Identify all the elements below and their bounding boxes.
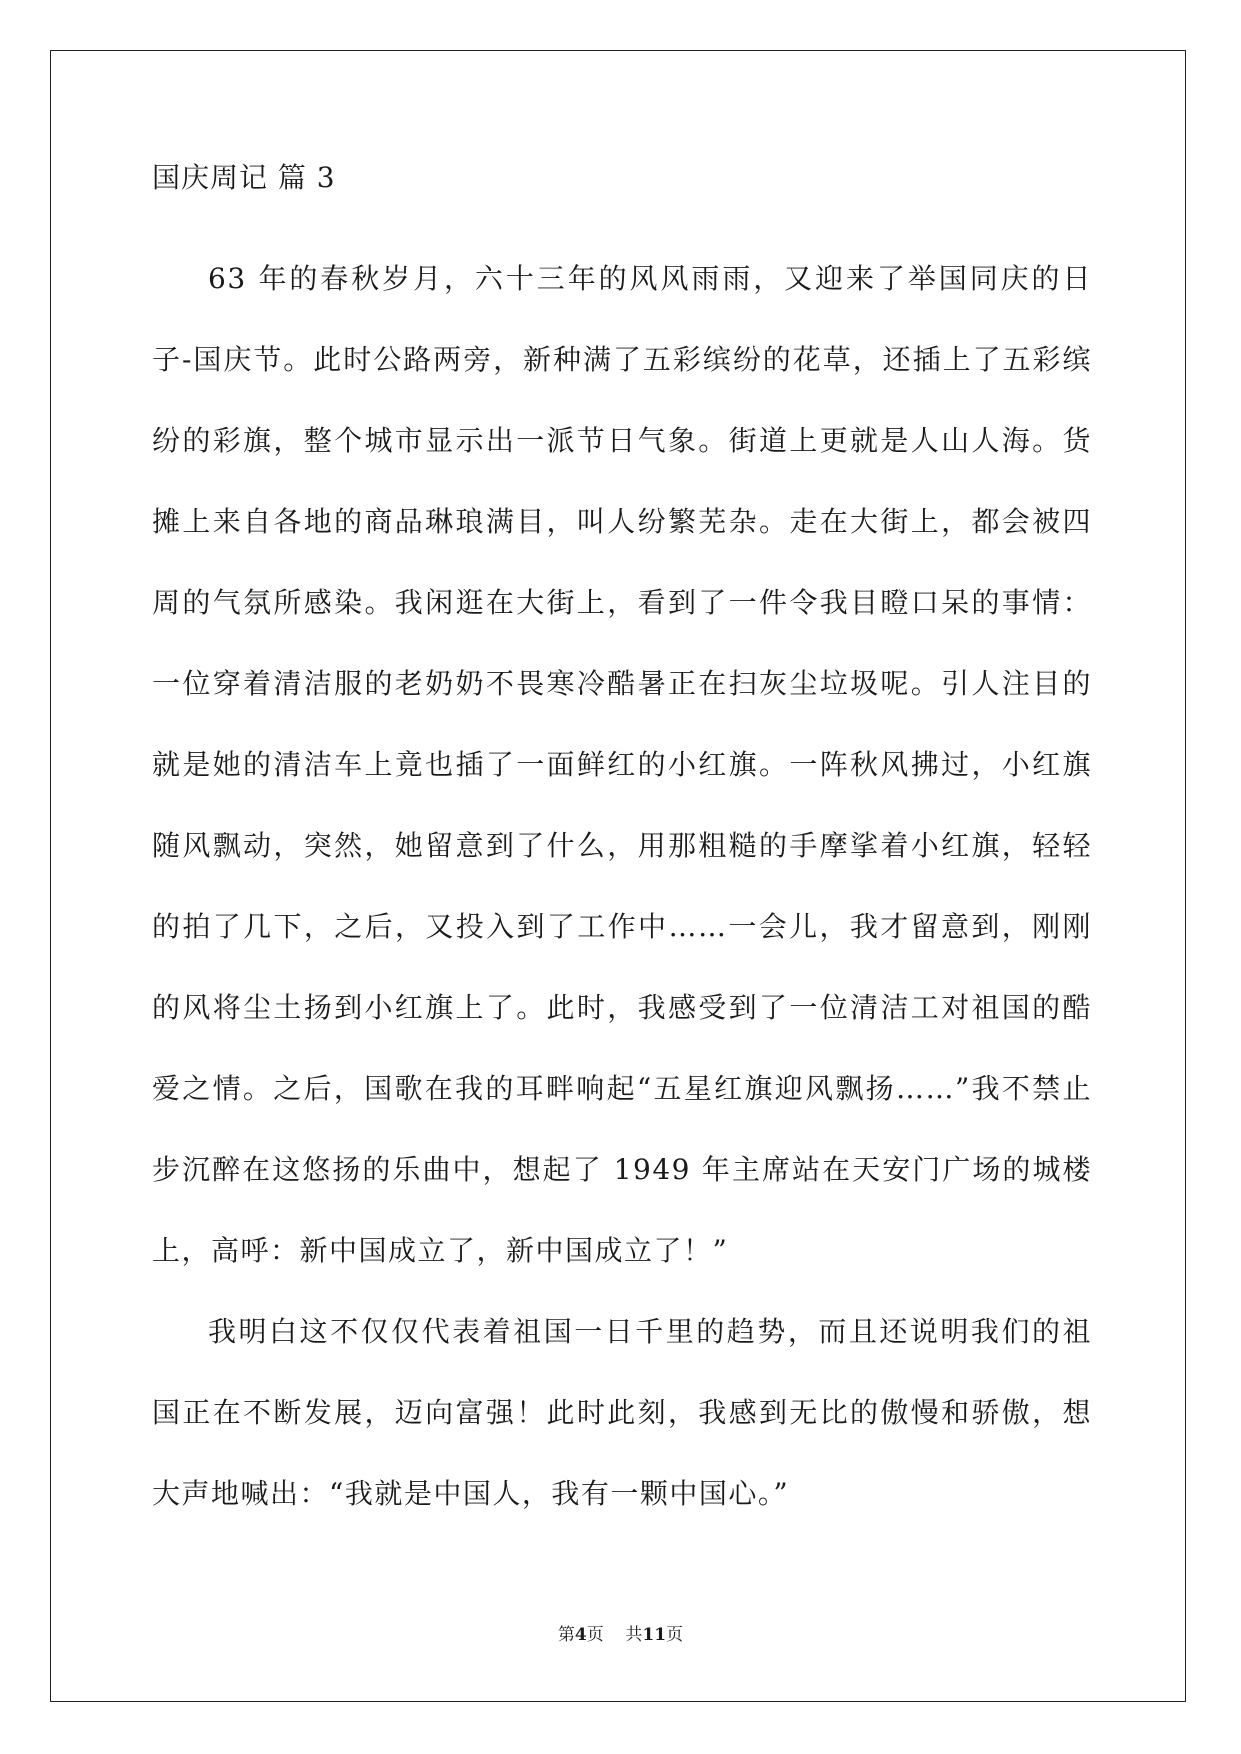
total-pages: 11 [642, 1625, 667, 1645]
page-suffix: 页 [586, 1625, 604, 1645]
document-title: 国庆周记 篇 3 [152, 161, 336, 194]
paragraph-1: 63 年的春秋岁月，六十三年的风风雨雨，又迎来了举国同庆的日子-国庆节。此时公路两旁，新种满了五彩缤纷的花草，还插上了五彩缤纷的彩旗，整个城市显示出一派节日气象。街道上更就是人山人海。货摊上来自各地的商品琳琅满目，叫人纷繁芜杂。走在大街上，都会被四周的气氛所感染。我闲逛在大街上，看到了一件令我目瞪口呆的事情：一位穿着清洁服的老奶奶不畏寒冷酷暑正在扫灰尘垃圾呢。引人注目的就是她的清洁车上竟也插了一面鲜红的小红旗。一阵秋风拂过，小红旗随风飘动，突然，她留意到了什么，用那粗糙的手摩挲着小红旗，轻轻的拍了几下，之后，又投入到了工作中……一会儿，我才留意到，刚刚的风将尘土扬到小红旗上了。此时，我感受到了一位清洁工对祖国的酷爱之情。之后，国歌在我的耳畔响起“五星红旗迎风飘扬……”我不禁止步沉醉在这悠扬的乐曲中，想起了 1949 年主席站在天安门广场的城楼上，高呼：新中国成立了，新中国成立了！” [152, 262, 1092, 1267]
page-footer [0, 1624, 1241, 1646]
total-prefix: 共 [625, 1625, 643, 1645]
total-suffix: 页 [666, 1625, 684, 1645]
document-body [152, 160, 1092, 1534]
page-prefix: 第 [557, 1625, 575, 1645]
paragraph-2: 我明白这不仅仅代表着祖国一日千里的趋势，而且还说明我们的祖国正在不断发展，迈向富强！此时此刻，我感到无比的傲慢和骄傲，想大声地喊出：“我就是中国人，我有一颗中国心。” [152, 1315, 1092, 1510]
page-number: 4 [574, 1625, 587, 1645]
